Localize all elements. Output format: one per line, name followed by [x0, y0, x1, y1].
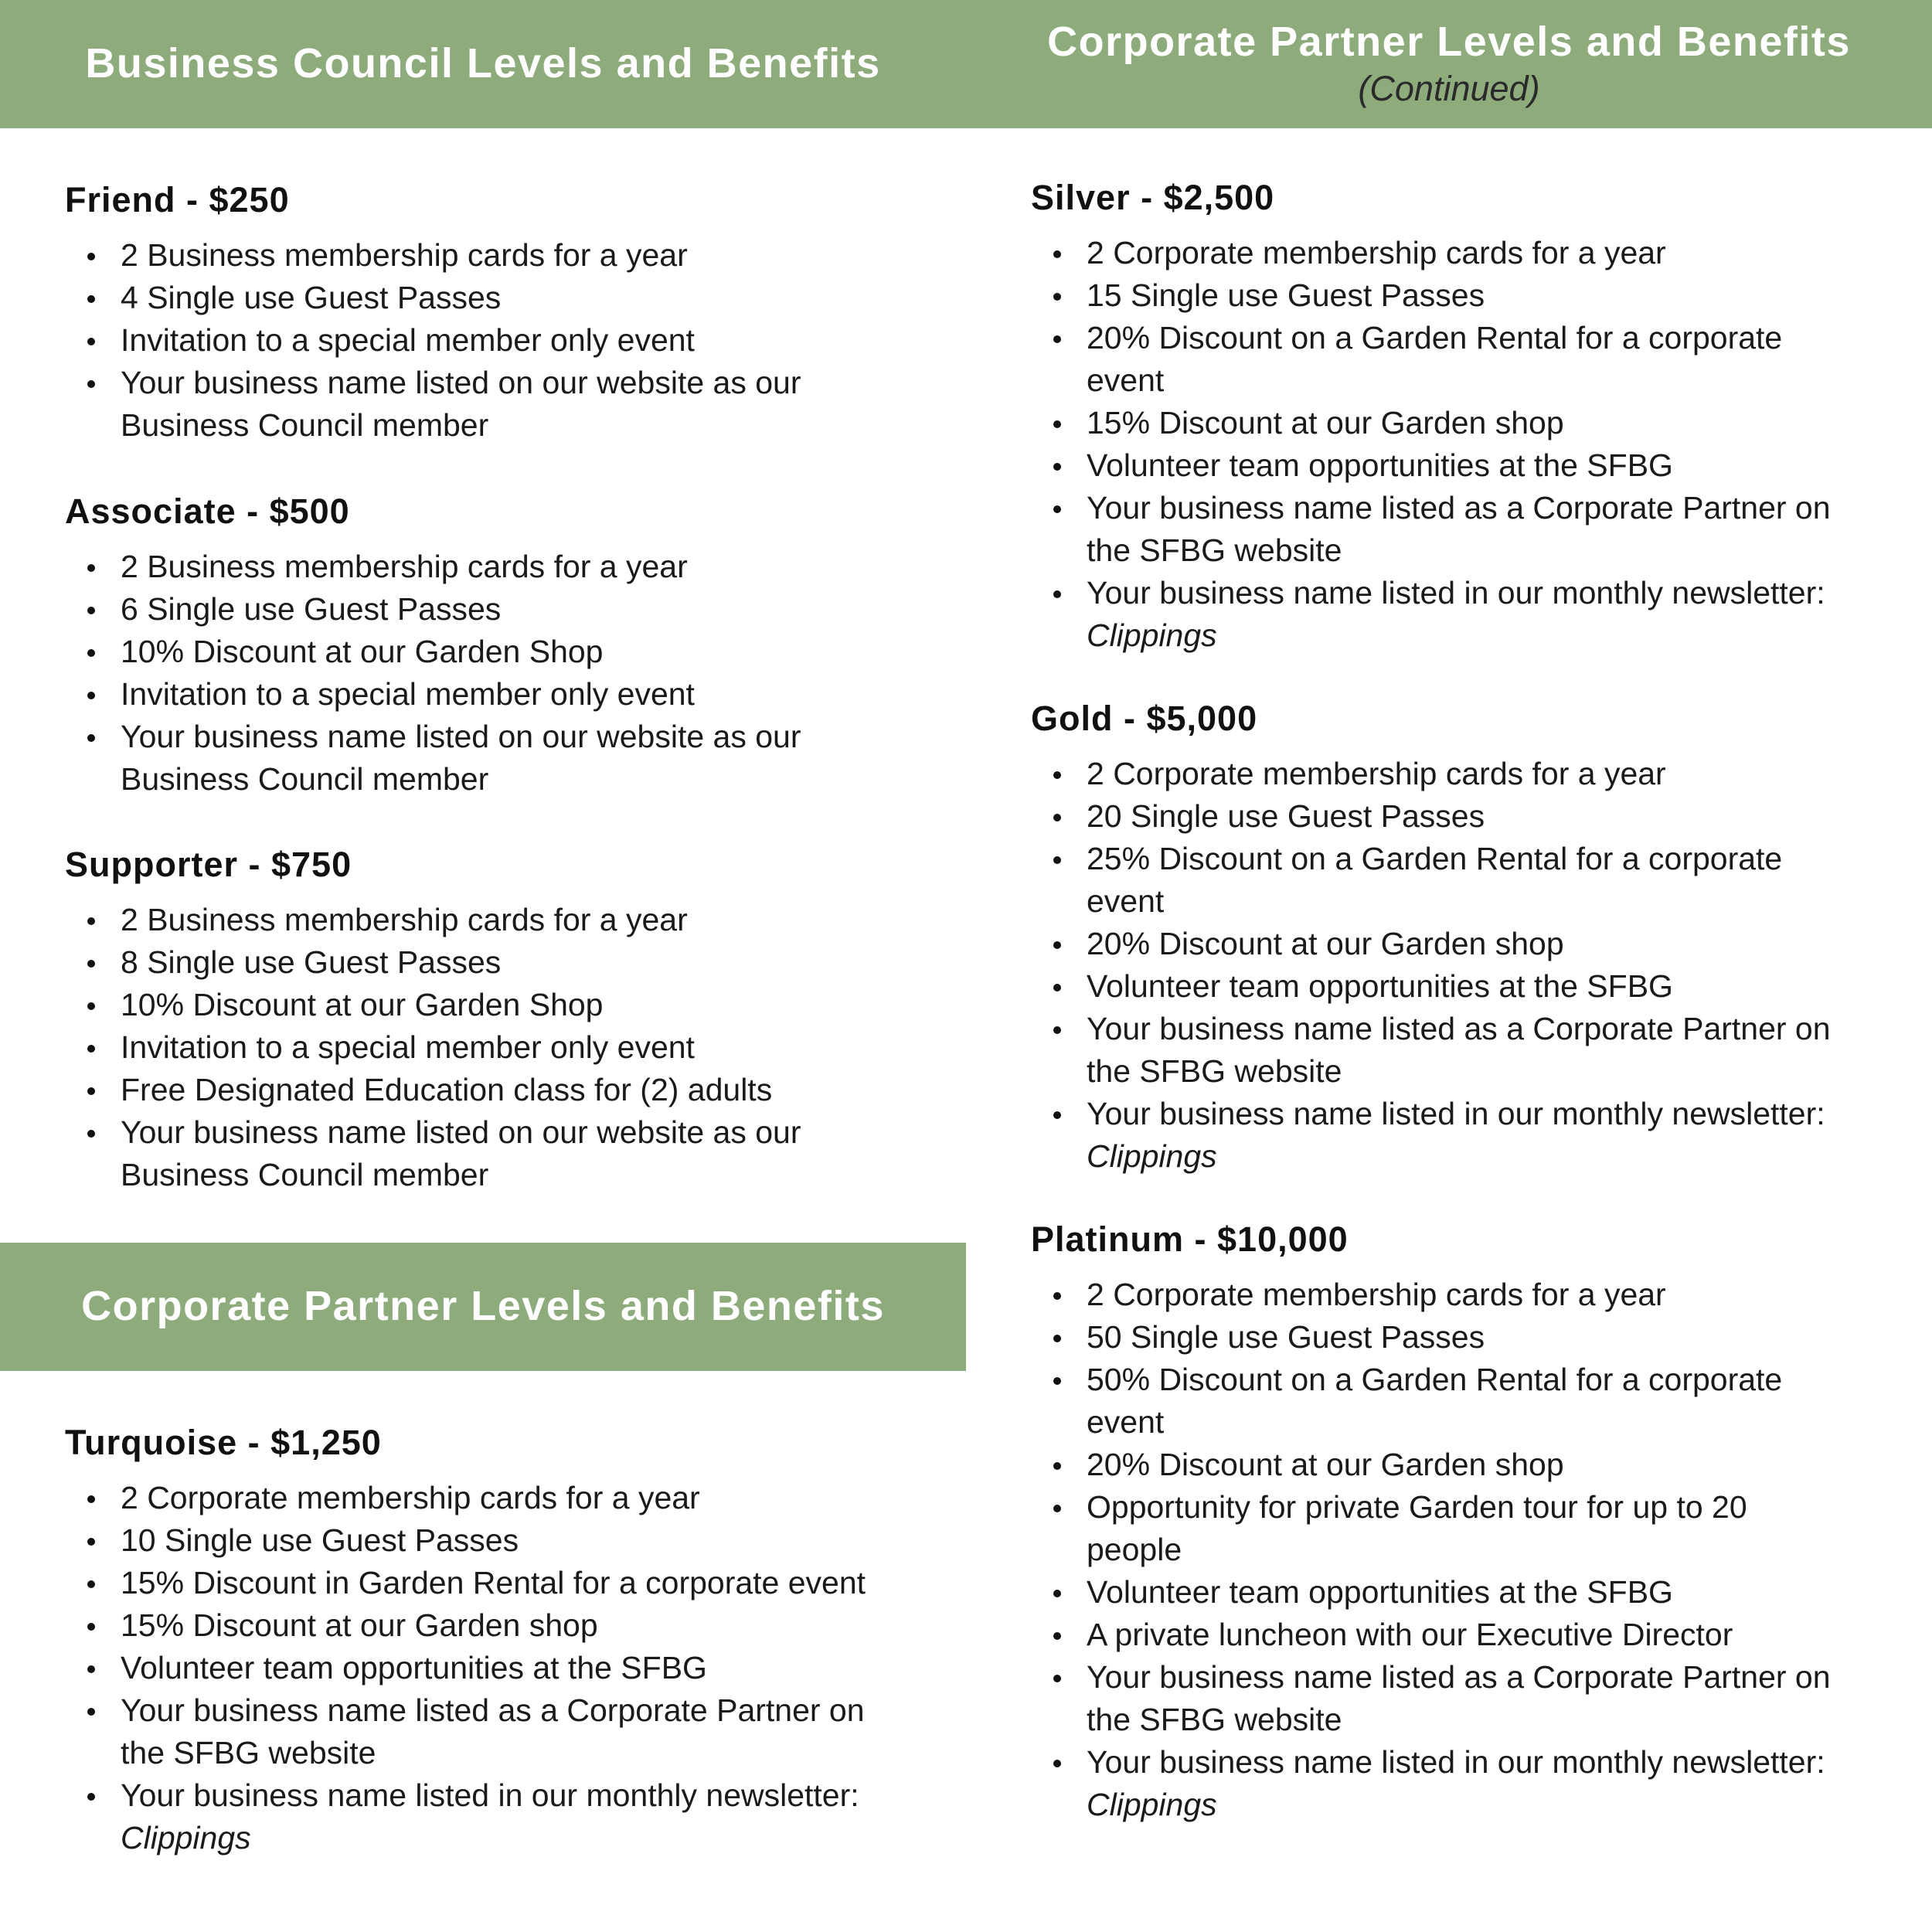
benefit-item [65, 1774, 900, 1859]
benefit-item: 20 Single use Guest Passes [1031, 795, 1904, 838]
benefit-item: 50 Single use Guest Passes [1031, 1316, 1904, 1359]
corporate-partner-continued-heading: Corporate Partner Levels and Benefits [1047, 19, 1851, 66]
benefit-item: 2 Corporate membership cards for a year [1031, 1274, 1904, 1316]
benefit-item: Your business name listed as a Corporate Partner on the SFBG website [1031, 1656, 1875, 1741]
level-supporter [65, 847, 900, 1196]
benefit-item: 10% Discount at our Garden Shop [65, 984, 900, 1026]
benefit-item: Volunteer team opportunities at the SFBG [1031, 1571, 1904, 1614]
business-council-heading: Business Council Levels and Benefits [85, 40, 881, 87]
benefit-list [1031, 1274, 1904, 1826]
benefit-text: Your business name listed in our monthly newsletter: [1087, 1096, 1825, 1131]
benefit-item: 20% Discount at our Garden shop [1031, 1444, 1904, 1486]
benefit-item [1031, 572, 1904, 657]
benefit-item: Invitation to a special member only event [65, 673, 900, 716]
benefit-item: Volunteer team opportunities at the SFBG [65, 1647, 900, 1689]
level-title: Supporter - $750 [65, 845, 352, 884]
level-silver [1031, 180, 1904, 657]
benefit-item: Opportunity for private Garden tour for up to 20 people [1031, 1486, 1828, 1571]
newsletter-name: Clippings [1087, 617, 1217, 653]
benefit-item: 10 Single use Guest Passes [65, 1519, 900, 1562]
benefit-item: Your business name listed as a Corporate Partner on the SFBG website [65, 1689, 893, 1774]
benefit-item: 10% Discount at our Garden Shop [65, 631, 900, 673]
benefit-item: 15% Discount at our Garden shop [1031, 402, 1904, 444]
benefit-item: 8 Single use Guest Passes [65, 941, 900, 984]
benefit-item [1031, 1093, 1904, 1178]
benefit-list [65, 1477, 900, 1859]
benefit-item: 15% Discount in Garden Rental for a corporate event [65, 1562, 900, 1604]
benefit-item: 25% Discount on a Garden Rental for a corporate event [1031, 838, 1813, 923]
benefit-text: Your business name listed in our monthly newsletter: [1087, 1744, 1825, 1780]
benefit-item [1031, 1741, 1904, 1826]
benefit-item: 2 Business membership cards for a year [65, 546, 900, 588]
level-title: Turquoise - $1,250 [65, 1423, 382, 1462]
level-turquoise [65, 1425, 900, 1859]
newsletter-name: Clippings [121, 1820, 251, 1855]
benefit-item: 20% Discount at our Garden shop [1031, 923, 1904, 965]
benefit-item: Your business name listed on our website as our Business Council member [65, 716, 878, 801]
benefit-item: 6 Single use Guest Passes [65, 588, 900, 631]
benefit-list [65, 546, 900, 801]
level-title: Gold - $5,000 [1031, 699, 1258, 738]
benefit-item: 2 Corporate membership cards for a year [1031, 232, 1904, 274]
business-council-banner [0, 0, 966, 128]
benefit-item: 2 Corporate membership cards for a year [65, 1477, 900, 1519]
benefit-item: 20% Discount on a Garden Rental for a corporate event [1031, 317, 1813, 402]
benefit-item: Your business name listed as a Corporate Partner on the SFBG website [1031, 1008, 1875, 1093]
benefit-list [1031, 753, 1904, 1178]
benefit-item: Your business name listed on our website as our Business Council member [65, 1111, 878, 1196]
level-gold [1031, 701, 1904, 1178]
benefit-list [1031, 232, 1904, 657]
continued-label: (Continued) [1358, 68, 1540, 108]
newsletter-name: Clippings [1087, 1787, 1217, 1822]
level-title: Silver - $2,500 [1031, 178, 1275, 217]
benefit-item: 50% Discount on a Garden Rental for a corporate event [1031, 1359, 1813, 1444]
newsletter-name: Clippings [1087, 1138, 1217, 1174]
benefit-item: Free Designated Education class for (2) adults [65, 1069, 900, 1111]
benefit-text: Your business name listed in our monthly newsletter: [121, 1777, 859, 1813]
benefit-item: Volunteer team opportunities at the SFBG [1031, 965, 1904, 1008]
benefit-item: 2 Business membership cards for a year [65, 899, 900, 941]
benefit-item: 15 Single use Guest Passes [1031, 274, 1904, 317]
benefit-item: Your business name listed on our website as our Business Council member [65, 362, 878, 447]
benefit-list [65, 234, 900, 447]
benefit-item: 2 Business membership cards for a year [65, 234, 900, 277]
benefit-item: Your business name listed as a Corporate Partner on the SFBG website [1031, 487, 1875, 572]
level-associate [65, 494, 900, 801]
level-title: Friend - $250 [65, 180, 290, 219]
corporate-partner-continued-banner [966, 0, 1932, 128]
corporate-partner-banner [0, 1243, 966, 1371]
corporate-partner-heading: Corporate Partner Levels and Benefits [81, 1283, 885, 1330]
benefit-list [65, 899, 900, 1196]
benefit-item: A private luncheon with our Executive Director [1031, 1614, 1904, 1656]
level-title: Platinum - $10,000 [1031, 1219, 1349, 1259]
benefit-item: 15% Discount at our Garden shop [65, 1604, 900, 1647]
benefit-text: Your business name listed in our monthly newsletter: [1087, 575, 1825, 611]
level-friend [65, 182, 900, 447]
level-title: Associate - $500 [65, 492, 350, 531]
benefit-item: 4 Single use Guest Passes [65, 277, 900, 319]
benefit-item: Invitation to a special member only event [65, 1026, 900, 1069]
benefit-item: Invitation to a special member only event [65, 319, 900, 362]
benefit-item: Volunteer team opportunities at the SFBG [1031, 444, 1904, 487]
benefit-item: 2 Corporate membership cards for a year [1031, 753, 1904, 795]
level-platinum [1031, 1219, 1904, 1826]
